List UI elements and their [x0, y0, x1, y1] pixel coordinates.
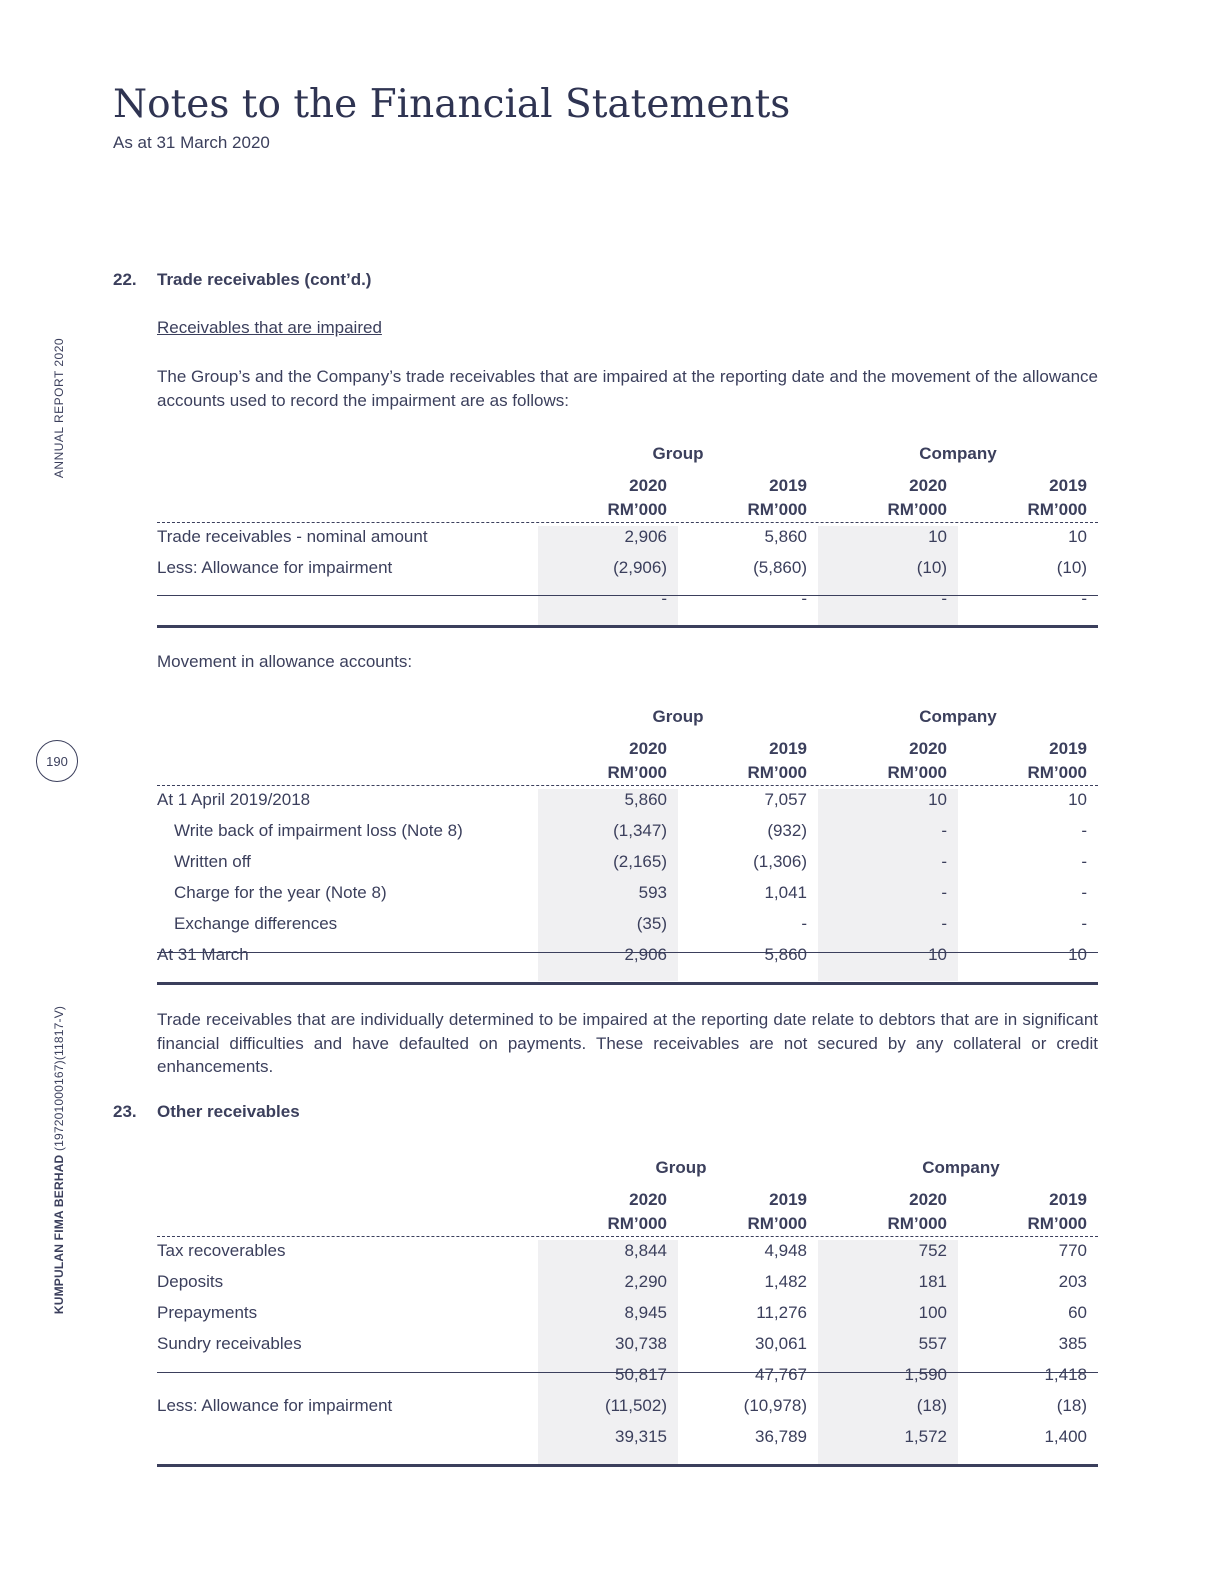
company-header: Company — [919, 444, 997, 463]
value-cell: (1,306) — [753, 852, 807, 871]
value-cell: 770 — [1058, 1241, 1087, 1260]
page-number: 190 — [36, 740, 78, 782]
value-cell: 752 — [918, 1241, 947, 1260]
col-company-2019 — [947, 737, 1087, 785]
value-cell: 7,057 — [764, 790, 807, 809]
value-cell: 5,860 — [764, 527, 807, 546]
col-company-2019 — [947, 474, 1087, 522]
value-cell: 1,400 — [1044, 1427, 1087, 1446]
value-cell: 385 — [1058, 1334, 1087, 1353]
value-cell: - — [941, 821, 947, 840]
unit-label: RM’000 — [1027, 763, 1087, 782]
value-cell: 1,418 — [1044, 1365, 1087, 1384]
table-row — [157, 784, 1098, 815]
annual-report-label: ANNUAL REPORT 2020 — [52, 337, 66, 479]
unit-label: RM’000 — [887, 763, 947, 782]
value-cell: 10 — [1068, 527, 1087, 546]
value-cell: (35) — [636, 914, 667, 933]
value-cell: 30,061 — [755, 1334, 807, 1353]
value-cell: 10 — [1068, 790, 1087, 809]
unit-label: RM’000 — [887, 500, 947, 519]
row-label: Tax recoverables — [157, 1241, 286, 1260]
table-row — [157, 1266, 1098, 1297]
value-cell: - — [941, 852, 947, 871]
value-cell: 2,290 — [624, 1272, 667, 1291]
value-cell: - — [801, 914, 807, 933]
year-label: 2019 — [769, 739, 807, 758]
group-header: Group — [652, 707, 704, 726]
table-row — [157, 552, 1098, 583]
value-cell: - — [1081, 883, 1087, 902]
total-rule — [157, 1464, 1098, 1467]
value-cell: - — [1081, 852, 1087, 871]
value-cell: 47,767 — [755, 1365, 807, 1384]
value-cell: - — [801, 589, 807, 608]
col-group-2019 — [667, 737, 807, 785]
row-label: Exchange differences — [174, 914, 338, 933]
value-cell: 10 — [928, 527, 947, 546]
col-company-2020 — [807, 1188, 947, 1236]
section-22-title: Trade receivables (cont’d.) — [157, 270, 372, 289]
table-row — [157, 1328, 1098, 1359]
row-label: Charge for the year (Note 8) — [174, 883, 387, 902]
table-row — [157, 1297, 1098, 1328]
value-cell: 60 — [1068, 1303, 1087, 1322]
impaired-receivables-table — [157, 443, 1098, 633]
value-cell: (1,347) — [613, 821, 667, 840]
value-cell: - — [941, 883, 947, 902]
row-label: Prepayments — [157, 1303, 258, 1322]
page-title: Notes to the Financial Statements — [113, 82, 791, 127]
row-label: Deposits — [157, 1272, 224, 1291]
impaired-closing-paragraph: Trade receivables that are individually determined to be impaired at the reporting date relate to debtors that are in significant financial difficulties and have defaulted on payments. These receivables are not secured by any collateral or credit enhancements. — [157, 1010, 1098, 1076]
value-cell: 5,860 — [624, 790, 667, 809]
total-rule — [157, 625, 1098, 628]
value-cell: (5,860) — [753, 558, 807, 577]
company-header: Company — [919, 707, 997, 726]
value-cell: 203 — [1058, 1272, 1087, 1291]
total-rule — [157, 982, 1098, 985]
table-row — [157, 1421, 1098, 1452]
col-company-2020 — [807, 474, 947, 522]
year-label: 2019 — [1049, 1190, 1087, 1209]
value-cell: 10 — [1068, 945, 1087, 964]
value-cell: 1,041 — [764, 883, 807, 902]
value-cell: 11,276 — [756, 1303, 807, 1322]
group-header: Group — [652, 444, 704, 463]
value-cell: 10 — [928, 945, 947, 964]
value-cell: 50,817 — [615, 1365, 667, 1384]
value-cell: 1,572 — [904, 1427, 947, 1446]
value-cell: 1,482 — [764, 1272, 807, 1291]
year-label: 2019 — [769, 476, 807, 495]
table-row — [157, 583, 1098, 614]
page-subtitle: As at 31 March 2020 — [113, 133, 270, 152]
table-row — [157, 815, 1098, 846]
value-cell: 8,844 — [624, 1241, 667, 1260]
table-row — [157, 939, 1098, 970]
col-group-2020 — [527, 474, 667, 522]
row-label: At 1 April 2019/2018 — [157, 790, 311, 809]
col-group-2020 — [527, 737, 667, 785]
row-label: Less: Allowance for impairment — [157, 558, 393, 577]
company-name-bold: KUMPULAN FIMA BERHAD — [52, 1154, 66, 1315]
company-header: Company — [922, 1158, 1000, 1177]
value-cell: (2,906) — [613, 558, 667, 577]
row-label: Write back of impairment loss (Note 8) — [174, 821, 463, 840]
year-label: 2020 — [909, 476, 947, 495]
row-label: Sundry receivables — [157, 1334, 302, 1353]
row-label: Written off — [174, 852, 251, 871]
value-cell: (18) — [1056, 1396, 1087, 1415]
year-label: 2019 — [1049, 476, 1087, 495]
year-label: 2020 — [629, 476, 667, 495]
value-cell: 557 — [918, 1334, 947, 1353]
value-cell: (2,165) — [613, 852, 667, 871]
value-cell: 100 — [918, 1303, 947, 1322]
group-header: Group — [655, 1158, 707, 1177]
value-cell: (11,502) — [604, 1396, 667, 1415]
value-cell: (932) — [767, 821, 807, 840]
value-cell: - — [941, 914, 947, 933]
value-cell: 10 — [928, 790, 947, 809]
other-receivables-table — [157, 1157, 1098, 1472]
section-23-number: 23. — [113, 1102, 137, 1121]
value-cell: 2,906 — [624, 527, 667, 546]
section-23-title: Other receivables — [157, 1102, 300, 1121]
value-cell: (10) — [916, 558, 947, 577]
unit-label: RM’000 — [607, 1214, 667, 1233]
value-cell: - — [941, 589, 947, 608]
unit-label: RM’000 — [1027, 500, 1087, 519]
unit-label: RM’000 — [607, 500, 667, 519]
impaired-intro-paragraph: The Group’s and the Company’s trade receivables that are impaired at the reporting date and the movement of the allowance accounts used to record the impairment are as follows: — [157, 367, 1098, 410]
unit-label: RM’000 — [747, 763, 807, 782]
movement-label: Movement in allowance accounts: — [157, 652, 413, 671]
row-label: At 31 March — [157, 945, 249, 964]
subtotal-rule — [157, 595, 1098, 596]
year-label: 2019 — [769, 1190, 807, 1209]
subtotal-rule — [157, 1372, 1098, 1373]
unit-label: RM’000 — [747, 1214, 807, 1233]
company-name-label — [52, 1006, 66, 1314]
table-row — [157, 1235, 1098, 1266]
col-company-2020 — [807, 737, 947, 785]
table-row — [157, 1390, 1098, 1421]
col-group-2020 — [527, 1188, 667, 1236]
year-label: 2020 — [909, 739, 947, 758]
unit-label: RM’000 — [887, 1214, 947, 1233]
value-cell: - — [1081, 821, 1087, 840]
year-label: 2020 — [629, 739, 667, 758]
unit-label: RM’000 — [1027, 1214, 1087, 1233]
allowance-movement-table — [157, 706, 1098, 986]
value-cell: (18) — [916, 1396, 947, 1415]
value-cell: - — [1081, 914, 1087, 933]
unit-label: RM’000 — [607, 763, 667, 782]
value-cell: 8,945 — [624, 1303, 667, 1322]
value-cell: - — [661, 589, 667, 608]
value-cell: 30,738 — [615, 1334, 667, 1353]
table-row — [157, 1359, 1098, 1390]
value-cell: 2,906 — [624, 945, 667, 964]
value-cell: (10) — [1056, 558, 1087, 577]
value-cell: - — [1081, 589, 1087, 608]
row-label: Less: Allowance for impairment — [157, 1396, 393, 1415]
table-row — [157, 877, 1098, 908]
unit-label: RM’000 — [747, 500, 807, 519]
value-cell: 36,789 — [755, 1427, 807, 1446]
col-group-2019 — [667, 474, 807, 522]
table-row — [157, 846, 1098, 877]
value-cell: 1,590 — [904, 1365, 947, 1384]
subtotal-rule — [157, 952, 1098, 953]
section-22-number: 22. — [113, 270, 137, 289]
table-row — [157, 908, 1098, 939]
col-group-2019 — [667, 1188, 807, 1236]
value-cell: 4,948 — [764, 1241, 807, 1260]
col-company-2019 — [947, 1188, 1087, 1236]
year-label: 2020 — [909, 1190, 947, 1209]
row-label: Trade receivables - nominal amount — [157, 527, 428, 546]
year-label: 2019 — [1049, 739, 1087, 758]
value-cell: 593 — [638, 883, 667, 902]
value-cell: (10,978) — [743, 1396, 807, 1415]
table-row — [157, 521, 1098, 552]
value-cell: 5,860 — [764, 945, 807, 964]
company-registration: (197201000167)(11817-V) — [52, 1005, 66, 1155]
value-cell: 39,315 — [615, 1427, 667, 1446]
year-label: 2020 — [629, 1190, 667, 1209]
value-cell: 181 — [918, 1272, 947, 1291]
impaired-subheading: Receivables that are impaired — [157, 318, 382, 337]
